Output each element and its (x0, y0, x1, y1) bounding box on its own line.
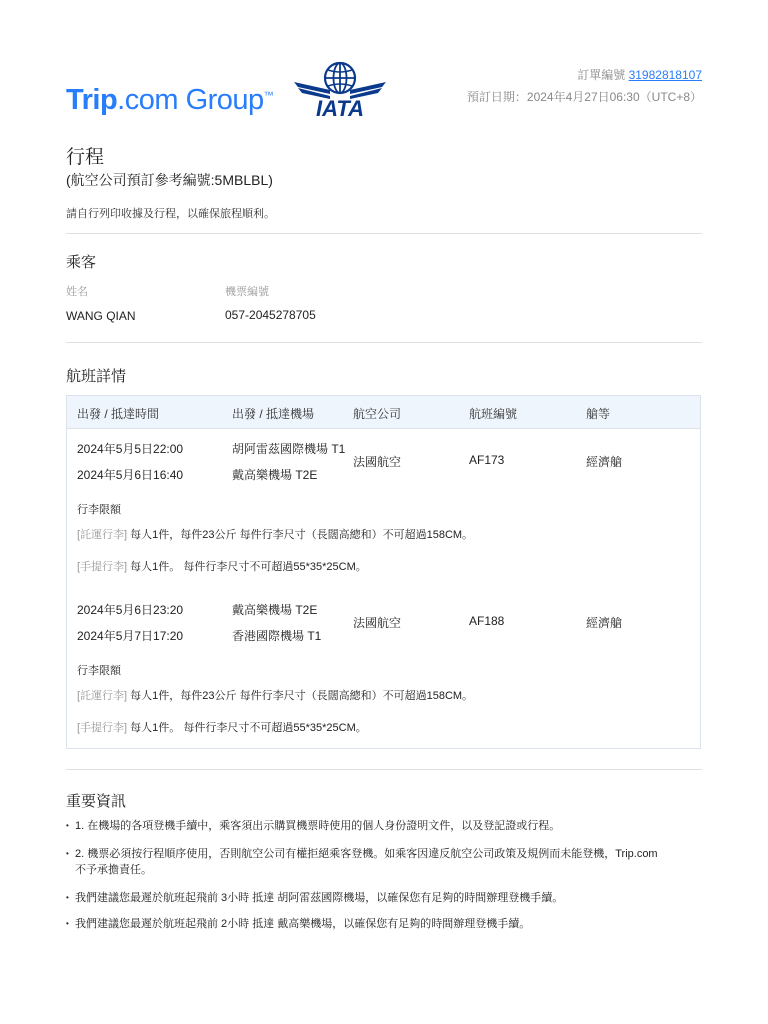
carry-on-baggage-text: 每人1件。 每件行李尺寸不可超過55*35*25CM。 (127, 722, 367, 734)
segment-1-carry-on-baggage (77, 558, 367, 574)
column-header-airport: 出發 / 抵達機場 (232, 407, 315, 421)
booking-date: 預訂日期：2024年4月27日06:30（UTC+8） (466, 90, 702, 104)
segment-2-arrive-airport: 香港國際機場 T1 (232, 629, 322, 643)
segment-1-flight-number: AF173 (469, 453, 505, 467)
passengers-heading: 乘客 (66, 254, 97, 271)
order-number-label: 訂單編號 (577, 68, 626, 82)
divider (66, 233, 702, 234)
important-info-heading: 重要資訊 (66, 793, 127, 810)
page-title: 行程 (66, 147, 105, 168)
logo-text-trip: Trip (66, 84, 118, 116)
passenger-name: WANG QIAN (66, 309, 136, 323)
important-info-item-1: 1. 在機場的各項登機手續中，乘客須出示購買機票時使用的個人身份證明文件，以及登記證或行程。 (75, 820, 561, 832)
passenger-name-label: 姓名 (66, 286, 88, 298)
segment-1-arrive-time: 2024年5月6日16:40 (77, 468, 184, 482)
segment-1-depart-time: 2024年5月5日22:00 (77, 442, 184, 456)
column-header-time: 出發 / 抵達時間 (77, 407, 160, 421)
segment-1-cabin: 經濟艙 (586, 455, 623, 469)
ticket-number: 057-2045278705 (225, 308, 316, 322)
column-header-flight-number: 航班編號 (469, 407, 518, 421)
carry-on-baggage-tag: [手提行李] (77, 722, 128, 734)
trip-com-group-logo (66, 84, 273, 117)
checked-baggage-text: 每人1件，每件23公斤 每件行李尺寸（長闊高總和）不可超過158CM。 (127, 529, 474, 541)
checked-baggage-tag: [託運行李] (77, 529, 128, 541)
checked-baggage-tag: [託運行李] (77, 690, 128, 702)
order-number-line (577, 66, 702, 83)
print-note: 請自行列印收據及行程，以確保旅程順利。 (66, 208, 275, 220)
important-info-item-3: 我們建議您最遲於航班起飛前 3小時 抵達 胡阿雷茲國際機場，以確保您有足夠的時間辦理登機手續。 (75, 892, 564, 904)
segment-2-carry-on-baggage (77, 719, 367, 735)
important-info-item-2-continued: 不予承擔責任。 (75, 864, 152, 876)
iata-logo-text: IATA (315, 96, 365, 120)
carry-on-baggage-text: 每人1件。 每件行李尺寸不可超過55*35*25CM。 (127, 561, 367, 573)
segment-2-depart-time: 2024年5月6日23:20 (77, 603, 184, 617)
bullet-icon: • (66, 919, 69, 928)
segment-2-airline: 法國航空 (353, 616, 402, 630)
column-header-airline: 航空公司 (353, 407, 402, 421)
ticket-number-label: 機票編號 (225, 286, 269, 298)
segment-1-arrive-airport: 戴高樂機場 T2E (232, 468, 318, 482)
segment-1-airline: 法國航空 (353, 455, 402, 469)
divider (66, 342, 702, 343)
segment-2-cabin: 經濟艙 (586, 616, 623, 630)
segment-2-depart-airport: 戴高樂機場 T2E (232, 603, 318, 617)
segment-2-flight-number: AF188 (469, 614, 505, 628)
logo-text-group: .com Group (117, 84, 264, 116)
segment-1-baggage-title: 行李限額 (77, 504, 121, 516)
important-info-item-2: 2. 機票必須按行程順序使用，否則航空公司有權拒絕乘客登機。如乘客因違反航空公司政策及規例而未能登機，Trip.com (75, 848, 658, 860)
iata-logo (292, 60, 388, 120)
divider (66, 769, 702, 770)
order-number-link[interactable]: 31982818107 (628, 68, 702, 82)
checked-baggage-text: 每人1件，每件23公斤 每件行李尺寸（長闊高總和）不可超過158CM。 (127, 690, 474, 702)
segment-2-baggage-title: 行李限額 (77, 665, 121, 677)
column-header-cabin: 艙等 (586, 407, 611, 421)
segment-1-depart-airport: 胡阿雷茲國際機場 T1 (232, 442, 346, 456)
trademark-mark: ™ (263, 90, 274, 102)
segment-2-checked-baggage (77, 687, 473, 703)
important-info-item-4: 我們建議您最遲於航班起飛前 2小時 抵達 戴高樂機場，以確保您有足夠的時間辦理登機手續。 (75, 918, 531, 930)
bullet-icon: • (66, 821, 69, 830)
segment-2-arrive-time: 2024年5月7日17:20 (77, 629, 184, 643)
segment-1-checked-baggage (77, 526, 473, 542)
bullet-icon: • (66, 893, 69, 902)
flight-details-heading: 航班詳情 (66, 368, 127, 385)
airline-booking-reference: (航空公司預訂參考編號:5MBLBL) (66, 172, 273, 188)
carry-on-baggage-tag: [手提行李] (77, 561, 128, 573)
bullet-icon: • (66, 849, 69, 858)
